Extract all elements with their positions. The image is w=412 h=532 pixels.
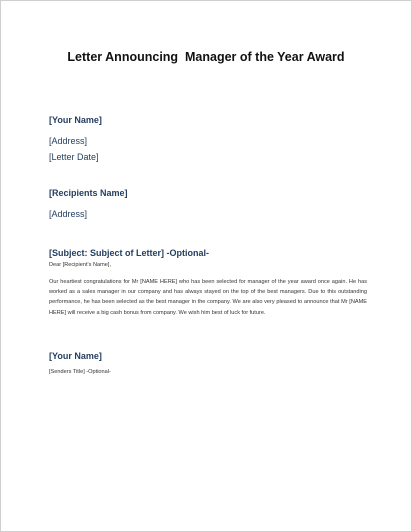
subject-line: [Subject: Subject of Letter] -Optional- [49, 248, 209, 258]
closing-name: [Your Name] [49, 351, 102, 361]
document-title: Letter Announcing Manager of the Year Award [67, 50, 345, 64]
salutation: Dear [Recipient's Name], [49, 262, 112, 268]
letter-body: Our heartiest congratulations for Mr [NAME HERE] who has been selected for manager of the year award once again. He has worked as a sales manager in our company and has always stayed on the top of the best managers. Due to this outstanding performance, he has been selected as the best manager in the company. We are also very pleased to announce that Mr [NAME HERE] will receive a big cash bonus from company. We wish him best of luck for future. [49, 279, 367, 316]
sender-address: [Address] [49, 136, 88, 146]
sender-name: [Your Name] [49, 115, 102, 125]
closing-title: [Senders Title] -Optional- [49, 369, 111, 375]
recipient-name: [Recipients Name] [49, 188, 128, 198]
letter-date: [Letter Date] [49, 152, 99, 162]
recipient-address: [Address] [49, 209, 88, 219]
